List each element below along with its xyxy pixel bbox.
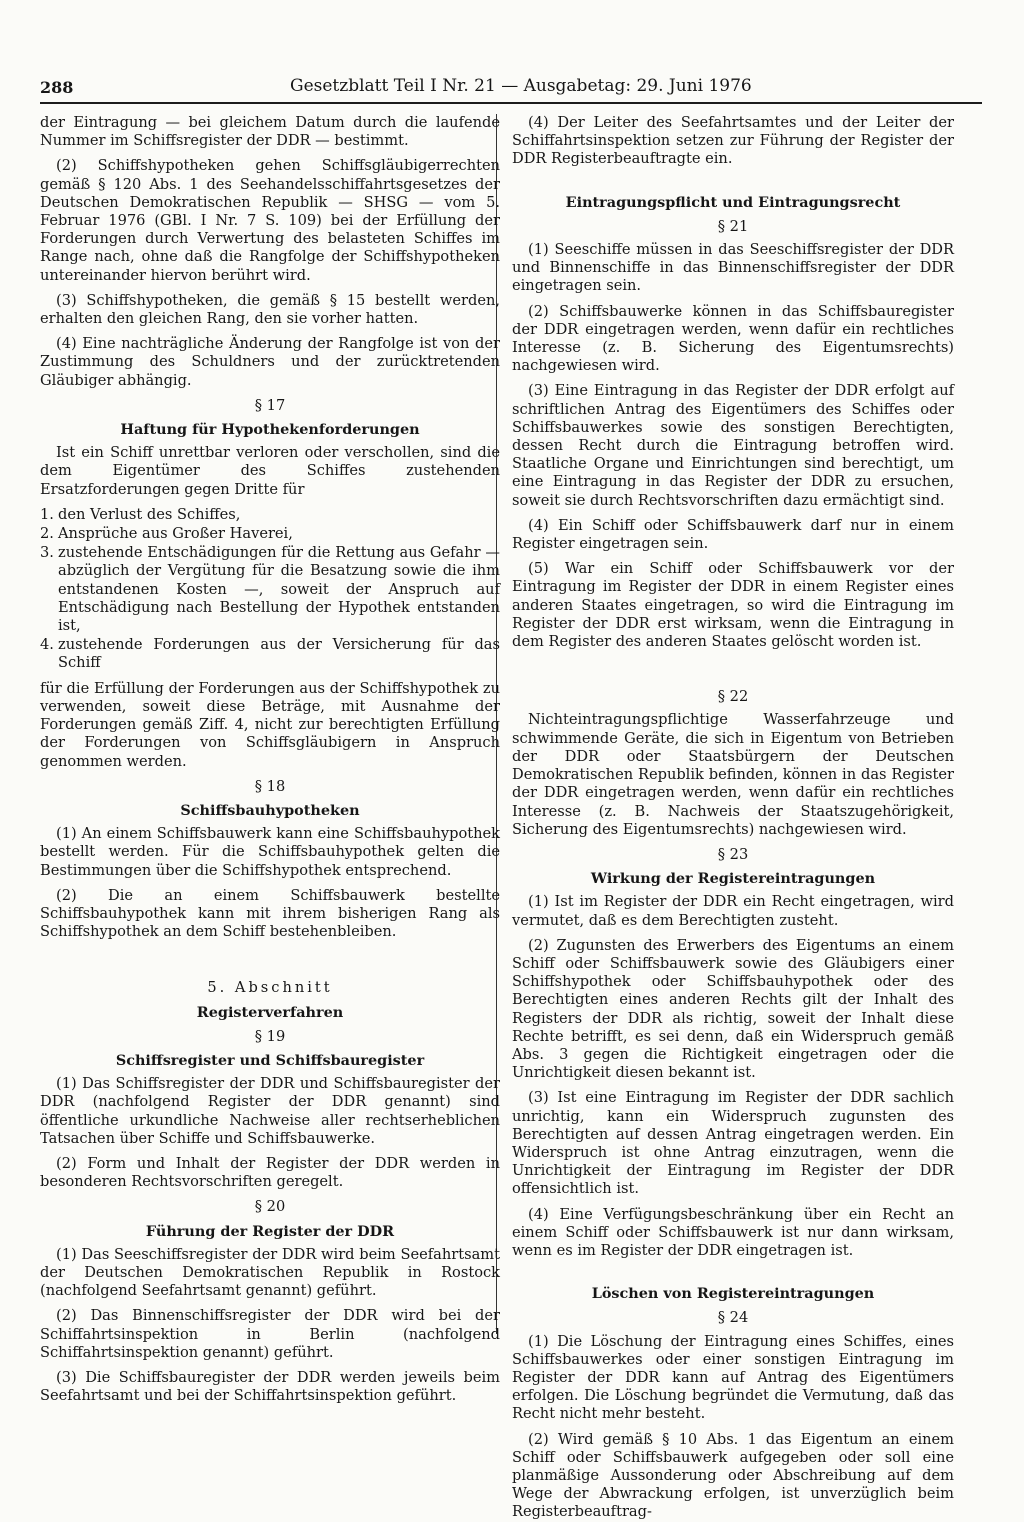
paragraph: (4) Eine Verfügungsbeschränkung über ein Recht an einem Schiff oder Schiffsbauwerk ist nur dann wirksam, wenn es im Register der DDR eingetragen ist.: [512, 1205, 954, 1259]
paragraph: (4) Ein Schiff oder Schiffsbauwerk darf nur in einem Register eingetragen sein.: [512, 516, 954, 553]
paragraph: (4) Eine nachträgliche Änderung der Rangfolge ist von der Zustimmung des Schuldners und der zurücktretenden Gläubiger abhängig.: [40, 335, 500, 389]
paragraph: (5) War ein Schiff oder Schiffsbauwerk vor der Eintragung im Register der DDR in einem Register eines anderen Staates eingetragen, so wird die Eintragung im Register der DDR erst wirksam, wenn die Eintragung in dem Register des anderen Staates gelöscht worden ist.: [512, 560, 954, 651]
paragraph: (1) Seeschiffe müssen in das Seeschiffsregister der DDR und Binnenschiffe in das Binnenschiffsregister der DDR eingetragen sein.: [512, 241, 954, 295]
section-number: § 17: [254, 396, 286, 414]
section-number: § 20: [254, 1198, 286, 1216]
right-column: [512, 114, 954, 1521]
section-number: § 23: [717, 845, 749, 863]
paragraph: (3) Ist eine Eintragung im Register der DDR sachlich unrichtig, kann ein Widerspruch zugunsten des Berechtigten auf dessen Antrag eingetragen werden. Ein Widerspruch ist ohne Antrag einzutragen, wenn die Unrichtigkeit der Eintragung im Register der DDR offensichtlich ist.: [512, 1089, 954, 1198]
paragraph: (1) Das Seeschiffsregister der DDR wird beim Seefahrtsamt der Deutschen Demokratischen Republik in Rostock (nachfolgend Seefahrtsamt genannt) geführt.: [40, 1245, 500, 1300]
section-heading: Eintragungspflicht und Eintragungsrecht: [565, 193, 901, 211]
section-number: § 24: [717, 1309, 749, 1327]
section-title: Schiffsbauhypotheken: [180, 801, 360, 819]
page-number: 288: [40, 78, 74, 97]
chapter-title: Registerverfahren: [196, 1003, 344, 1021]
section-title: Wirkung der Registereintragungen: [590, 870, 876, 888]
paragraph: (2) Wird gemäß § 10 Abs. 1 das Eigentum an einem Schiff oder Schiffsbauwerk aufgegeben oder soll eine planmäßige Aussonderung oder Abschreibung auf dem Wege der Abwrackung erfolgen, ist unverzüglich beim Registerbeauftrag-: [512, 1430, 954, 1521]
list-item: 1. den Verlust des Schiffes,: [40, 505, 241, 523]
paragraph: (2) Schiffshypotheken gehen Schiffsgläubigerrechten gemäß § 120 Abs. 1 des Seehandelsschiffahrtsgesetzes der Deutschen Demokratischen Republik — SHSG — vom 5. Februar 1976 (GBl. I Nr. 7 S. 109) bei der Erfüllung der Forderungen durch Verwertung des belasteten Schiffes im Range nach, ohne daß die Rangfolge der Schiffshypotheken untereinander hiervon berührt wird.: [40, 157, 500, 284]
section-number: § 21: [717, 217, 749, 235]
section-title: Führung der Register der DDR: [145, 1222, 395, 1240]
section-number: § 19: [254, 1027, 286, 1045]
gazette-title: Gesetzblatt Teil I Nr. 21 — Ausgabetag: 29. Juni 1976: [290, 76, 752, 96]
paragraph: (4) Der Leiter des Seefahrtsamtes und der Leiter der Schiffahrtsinspektion setzen zur Führung der Register der DDR Registerbeauftragte ein.: [512, 114, 954, 168]
paragraph: der Eintragung — bei gleichem Datum durch die laufende Nummer im Schiffsregister der DDR — bestimmt.: [40, 114, 500, 150]
paragraph: (1) Das Schiffsregister der DDR und Schiffsbauregister der DDR (nachfolgend Register der DDR genannt) sind öffentliche urkundliche Nachweise aller rechtserheblichen Tatsachen über Schiffe und Schiffsbauwerke.: [40, 1075, 500, 1147]
list-item: 4. zustehende Forderungen aus der Versicherung für das Schiff: [40, 636, 500, 672]
chapter-label: 5. Abschnitt: [207, 979, 333, 997]
paragraph: (3) Schiffshypotheken, die gemäß § 15 bestellt werden, erhalten den gleichen Rang, den sie vorher hatten.: [40, 291, 500, 328]
paragraph: (3) Eine Eintragung in das Register der DDR erfolgt auf schriftlichen Antrag des Eigentümers des Schiffes oder Schiffsbauwerkes sowie des sonstigen Berechtigten, dessen Recht durch die Eintragung betroffen wird. Staatliche Organe und Einrichtungen sind berechtigt, um eine Eintragung in das Register der DDR zu ersuchen, soweit sie durch Rechtsvorschriften dazu ermächtigt sind.: [512, 382, 954, 509]
section-title: Haftung für Hypothekenforderungen: [120, 421, 420, 439]
paragraph: (3) Die Schiffsbauregister der DDR werden jeweils beim Seefahrtsamt und bei der Schiffahrtsinspektion geführt.: [40, 1368, 500, 1405]
left-column: [40, 114, 500, 1404]
page-header: [40, 76, 982, 104]
paragraph: (1) Die Löschung der Eintragung eines Schiffes, eines Schiffsbauwerkes oder einer sonstigen Eintragung im Register der DDR kann auf Antrag des Eigentümers erfolgen. Die Löschung begründet die Vermutung, daß das Recht nicht mehr besteht.: [512, 1332, 954, 1423]
enumerated-list: [40, 506, 500, 673]
paragraph: (2) Das Binnenschiffsregister der DDR wird bei der Schiffahrtsinspektion in Berlin (nachfolgend Schiffahrtsinspektion genannt) geführt.: [40, 1307, 500, 1361]
paragraph: (2) Schiffsbauwerke können in das Schiffsbauregister der DDR eingetragen werden, wenn dafür ein rechtliches Interesse (z. B. Sicherung des Eigentumsrechts) nachgewiesen wird.: [512, 302, 954, 375]
paragraph: (2) Form und Inhalt der Register der DDR werden in besonderen Rechtsvorschriften geregelt.: [40, 1154, 500, 1191]
section-number: § 18: [254, 777, 286, 795]
list-item: 2. Ansprüche aus Großer Haverei,: [40, 525, 293, 543]
section-number: § 22: [717, 688, 749, 706]
paragraph: (2) Zugunsten des Erwerbers des Eigentums an einem Schiff oder Schiffsbauwerk sowie des Gläubigers einer Schiffshypothek oder Schiffsbauhypothek oder des Berechtigten eines anderen Rechts gilt der Inhalt des Registers der DDR als richtig, soweit der Inhalt diese Rechte betrifft, es sei denn, daß ein Widerspruch gemäß Abs. 3 gegen die Richtigkeit eingetragen oder die Unrichtigkeit diesen bekannt ist.: [512, 936, 954, 1082]
paragraph: (1) An einem Schiffsbauwerk kann eine Schiffsbauhypothek bestellt werden. Für die Schiffsbauhypothek gelten die Bestimmungen über die Schiffshypothek entsprechend.: [40, 825, 500, 879]
paragraph: Nichteintragungspflichtige Wasserfahrzeuge und schwimmende Geräte, die sich in Eigentum von Betrieben der DDR oder Staatsbürgern der Deutschen Demokratischen Republik befinden, können in das Register der DDR eingetragen werden, wenn dafür ein rechtliches Interesse (z. B. Nachweis der Staatszugehörigkeit, Sicherung des Eigentumsrechts) nachgewiesen wird.: [512, 711, 954, 838]
paragraph: Ist ein Schiff unrettbar verloren oder verschollen, sind die dem Eigentümer des Schiffes zustehenden Ersatzforderungen gegen Dritte für: [40, 444, 500, 498]
paragraph: für die Erfüllung der Forderungen aus der Schiffshypothek zu verwenden, soweit diese Beträge, mit Ausnahme der Forderungen gemäß Ziff. 4, nicht zur berechtigten Erfüllung der Forderungen von Schiffsgläubigern in Anspruch genommen werden.: [40, 679, 500, 770]
paragraph: (2) Die an einem Schiffsbauwerk bestellte Schiffsbauhypothek kann mit ihrem bisherigen Rang als Schiffshypothek an dem Schiff bestehenbleiben.: [40, 886, 500, 941]
paragraph: (1) Ist im Register der DDR ein Recht eingetragen, wird vermutet, daß es dem Berechtigten zusteht.: [512, 893, 954, 929]
section-heading: Löschen von Registereintragungen: [591, 1285, 875, 1303]
list-item: 3. zustehende Entschädigungen für die Rettung aus Gefahr — abzüglich der Vergütung für die Besatzung sowie die ihm entstandenen Kosten —, soweit der Anspruch auf Entschädigung nach Bestellung der Hypothek entstanden ist,: [40, 544, 500, 635]
section-title: Schiffsregister und Schiffsbauregister: [115, 1051, 425, 1069]
